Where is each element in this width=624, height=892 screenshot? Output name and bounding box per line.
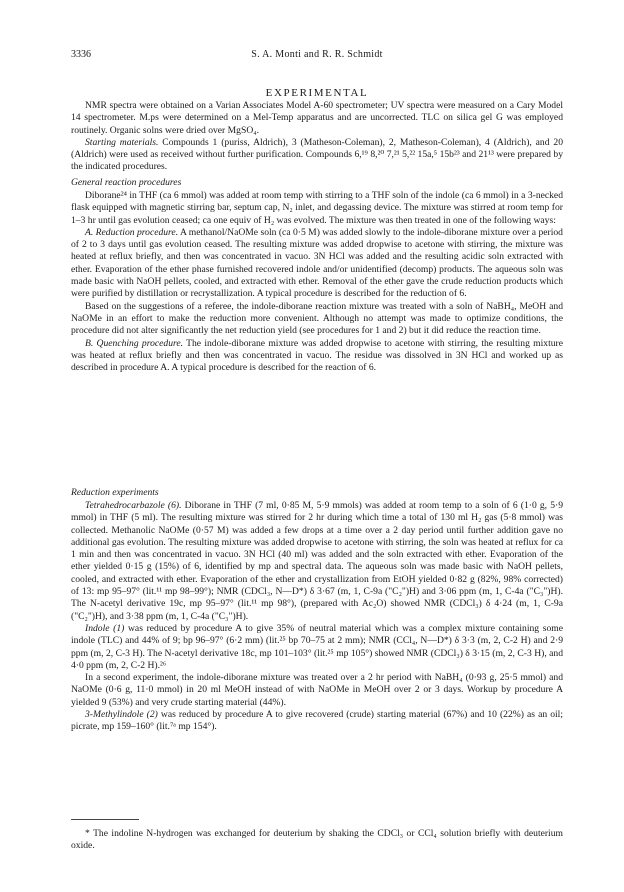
procedure-b-paragraph	[71, 338, 563, 375]
general-paragraph-2: Based on the suggestions of a referee, the indole-diborane reaction mixture was treated with a soln of NaBH₄, MeOH and NaOMe in an effort to make the reduction more convenient. Although no attempt was made to optimize conditions, the procedure did not alter significantly the net reduction yield (see procedures for 1 and 2) but it did reduce the reaction time.	[71, 300, 563, 337]
procedure-a-paragraph	[71, 227, 563, 301]
reduction-heading: Reduction experiments	[71, 487, 159, 498]
indole-label: Indole (1)	[85, 622, 125, 634]
running-header	[71, 49, 563, 63]
footnote-text: * The indoline N-hydrogen was exchanged for deuterium by shaking the CDCl₃ or CCl₄ solution briefly with deuterium oxide.	[71, 828, 563, 852]
indole-text: was reduced by procedure A to give 35% of neutral material which was a complex mixture containing some indole (TLC) and 44% of 9; bp 96–97° (6·2 mm) (lit.²⁵ bp 70–75 at 2 mm); NMR (CCl₄, N—D*) δ 3·3 (m, 2, C-2 H) and 2·9 ppm (m, 2, C-3 H). The N-acetyl derivative 18c, mp 101–103° (lit.²⁵ mp 105°) showed NMR (CDCl₃) δ 3·15 (m, 2, C-3 H), and 4·0 ppm (m, 2, C-2 H).²⁶	[71, 622, 563, 671]
page-number: 3336	[71, 49, 91, 60]
methylindole-label: 3-Methylindole (2)	[85, 709, 158, 721]
tetrahydrocarbazole-paragraph	[71, 500, 563, 623]
general-heading: General reaction procedures	[71, 177, 182, 188]
general-block	[71, 190, 563, 374]
running-authors: S. A. Monti and R. R. Schmidt	[251, 49, 383, 60]
reduction-block	[71, 500, 563, 734]
procedure-b-label: B. Quenching procedure.	[85, 337, 184, 349]
procedure-a-text: A methanol/NaOMe soln (ca 0·5 M) was added slowly to the indole-diborane mixture over a period of 2 to 3 days until gas evolution ceased. The resulting mixture was added dropwise to acetone with stirring, the mixture was heated at reflux briefly, and then was concentrated in vacuo. 3N HCl was added and the resulting acidic soln extracted with ether. Evaporation of the ether phase furnished recovered indole and/or unidentified (decomp) products. The aqueous soln was made basic with NaOH pellets, cooled, and extracted with ether. Removal of the ether gave the crude reduction products which were purified by distillation or recrystallization. A typical procedure is described for the reduction of 6.	[71, 226, 563, 300]
methylindole-paragraph	[71, 709, 563, 734]
footnote-block	[71, 828, 563, 853]
intro-paragraph-2	[71, 137, 563, 174]
procedure-b-text: The indole-diborane mixture was added dropwise to acetone with stirring, the resulting mixture was heated at reflux briefly and then was concentrated in vacuo. The residue was dissolved in 3N HCl and worked up as described in procedure A. A typical procedure is described for the reaction of 6.	[71, 337, 564, 374]
starting-materials-label: Starting materials.	[85, 136, 159, 148]
second-experiment-paragraph: In a second experiment, the indole-diborane mixture was treated over a 2 hr period with NaBH₄ (0·93 g, 25·5 mmol) and NaOMe (0·6 g, 11·0 mmol) in 20 ml MeOH instead of with NaOMe in MeOH over 2 or 3 days. Workup by procedure A yielded 9 (53%) and very crude starting material (44%).	[71, 672, 563, 708]
section-title: EXPERIMENTAL	[265, 87, 369, 99]
starting-materials-text: Compounds 1 (puriss, Aldrich), 3 (Matheson-Coleman), 2, Matheson-Coleman), 4 (Aldrich), and 20 (Aldrich) were used as received without further purification. Compounds 6,¹⁹ 8,²⁰ 7,²¹ 5,²² 15a,⁵ 15b²³ and 21¹³ were prepared by the indicated procedures.	[71, 136, 563, 173]
intro-block	[71, 100, 563, 174]
methylindole-text: was reduced by procedure A to give recovered (crude) starting material (67%) and 10 (22%) as an oil; picrate, mp 159–160° (lit.⁷ᵃ mp 154°).	[71, 709, 563, 733]
footnote-rule	[71, 819, 139, 820]
procedure-a-label: A. Reduction procedure.	[85, 226, 179, 238]
indole-paragraph	[71, 623, 563, 672]
tetrahydrocarbazole-text: Diborane in THF (7 ml, 0·85 M, 5·9 mmols) was added at room temp to a soln of 6 (1·0 g, 5·9 mmol) in THF (5 ml). The resulting mixture was stirred for 2 hr during which time a total of 130 ml H₂ gas (5·8 mmol) was collected. Methanolic NaOMe (0·57 M) was added a few drops at a time over a 2 day period until further addition gave no additional gas evolution. The resulting mixture was added dropwise to acetone with stirring, the soln was heated at reflux for ca 1 min and then was concentrated in vacuo. 3N HCl (40 ml) was added and the soln extracted with ether. Evaporation of the ether yielded 0·15 g (15%) of 6, identified by mp and spectral data. The aqueous soln was made basic with NaOH pellets, cooled, and extracted with ether. Evaporation of the ether and crystallization from EtOH yielded 0·82 g (82%, 98% corrected) of 13: mp 95–97° (lit.¹¹ mp 98–99°); NMR (CDCl₃, N—D*) δ 3·67 (m, 1, C-9a ("C₂")H) and 3·06 ppm (m, 1, C-4a ("C₃")H). The N-acetyl derivative 19c, mp 95–97° (lit.¹¹ mp 98°), (prepared with Ac₂O) showed NMR (CDCl₃) δ 4·24 (m, 1, C-9a ("C₂")H), and 3·38 ppm (m, 1, C-4a ("C₃")H).	[71, 500, 563, 622]
general-paragraph-1: Diborane²⁴ in THF (ca 6 mmol) was added at room temp with stirring to a THF soln of the indole (ca 6 mmol) in a 3-necked flask equipped with magnetic stirring bar, septum cap, N₂ inlet, and degassing device. The mixture was stirred at room temp for 1–3 hr until gas evolution ceased; ca one equiv of H₂ was evolved. The mixture was then treated in one of the following ways:	[71, 190, 563, 226]
tetrahydrocarbazole-label: Tetrahedrocarbazole (6).	[85, 500, 182, 511]
intro-paragraph-1: NMR spectra were obtained on a Varian Associates Model A-60 spectrometer; UV spectra were measured on a Cary Model 14 spectrometer. M.ps were determined on a Mel-Temp apparatus and are uncorrected. TLC on silica gel G was employed routinely. Organic solns were dried over MgSO₄.	[71, 100, 563, 136]
